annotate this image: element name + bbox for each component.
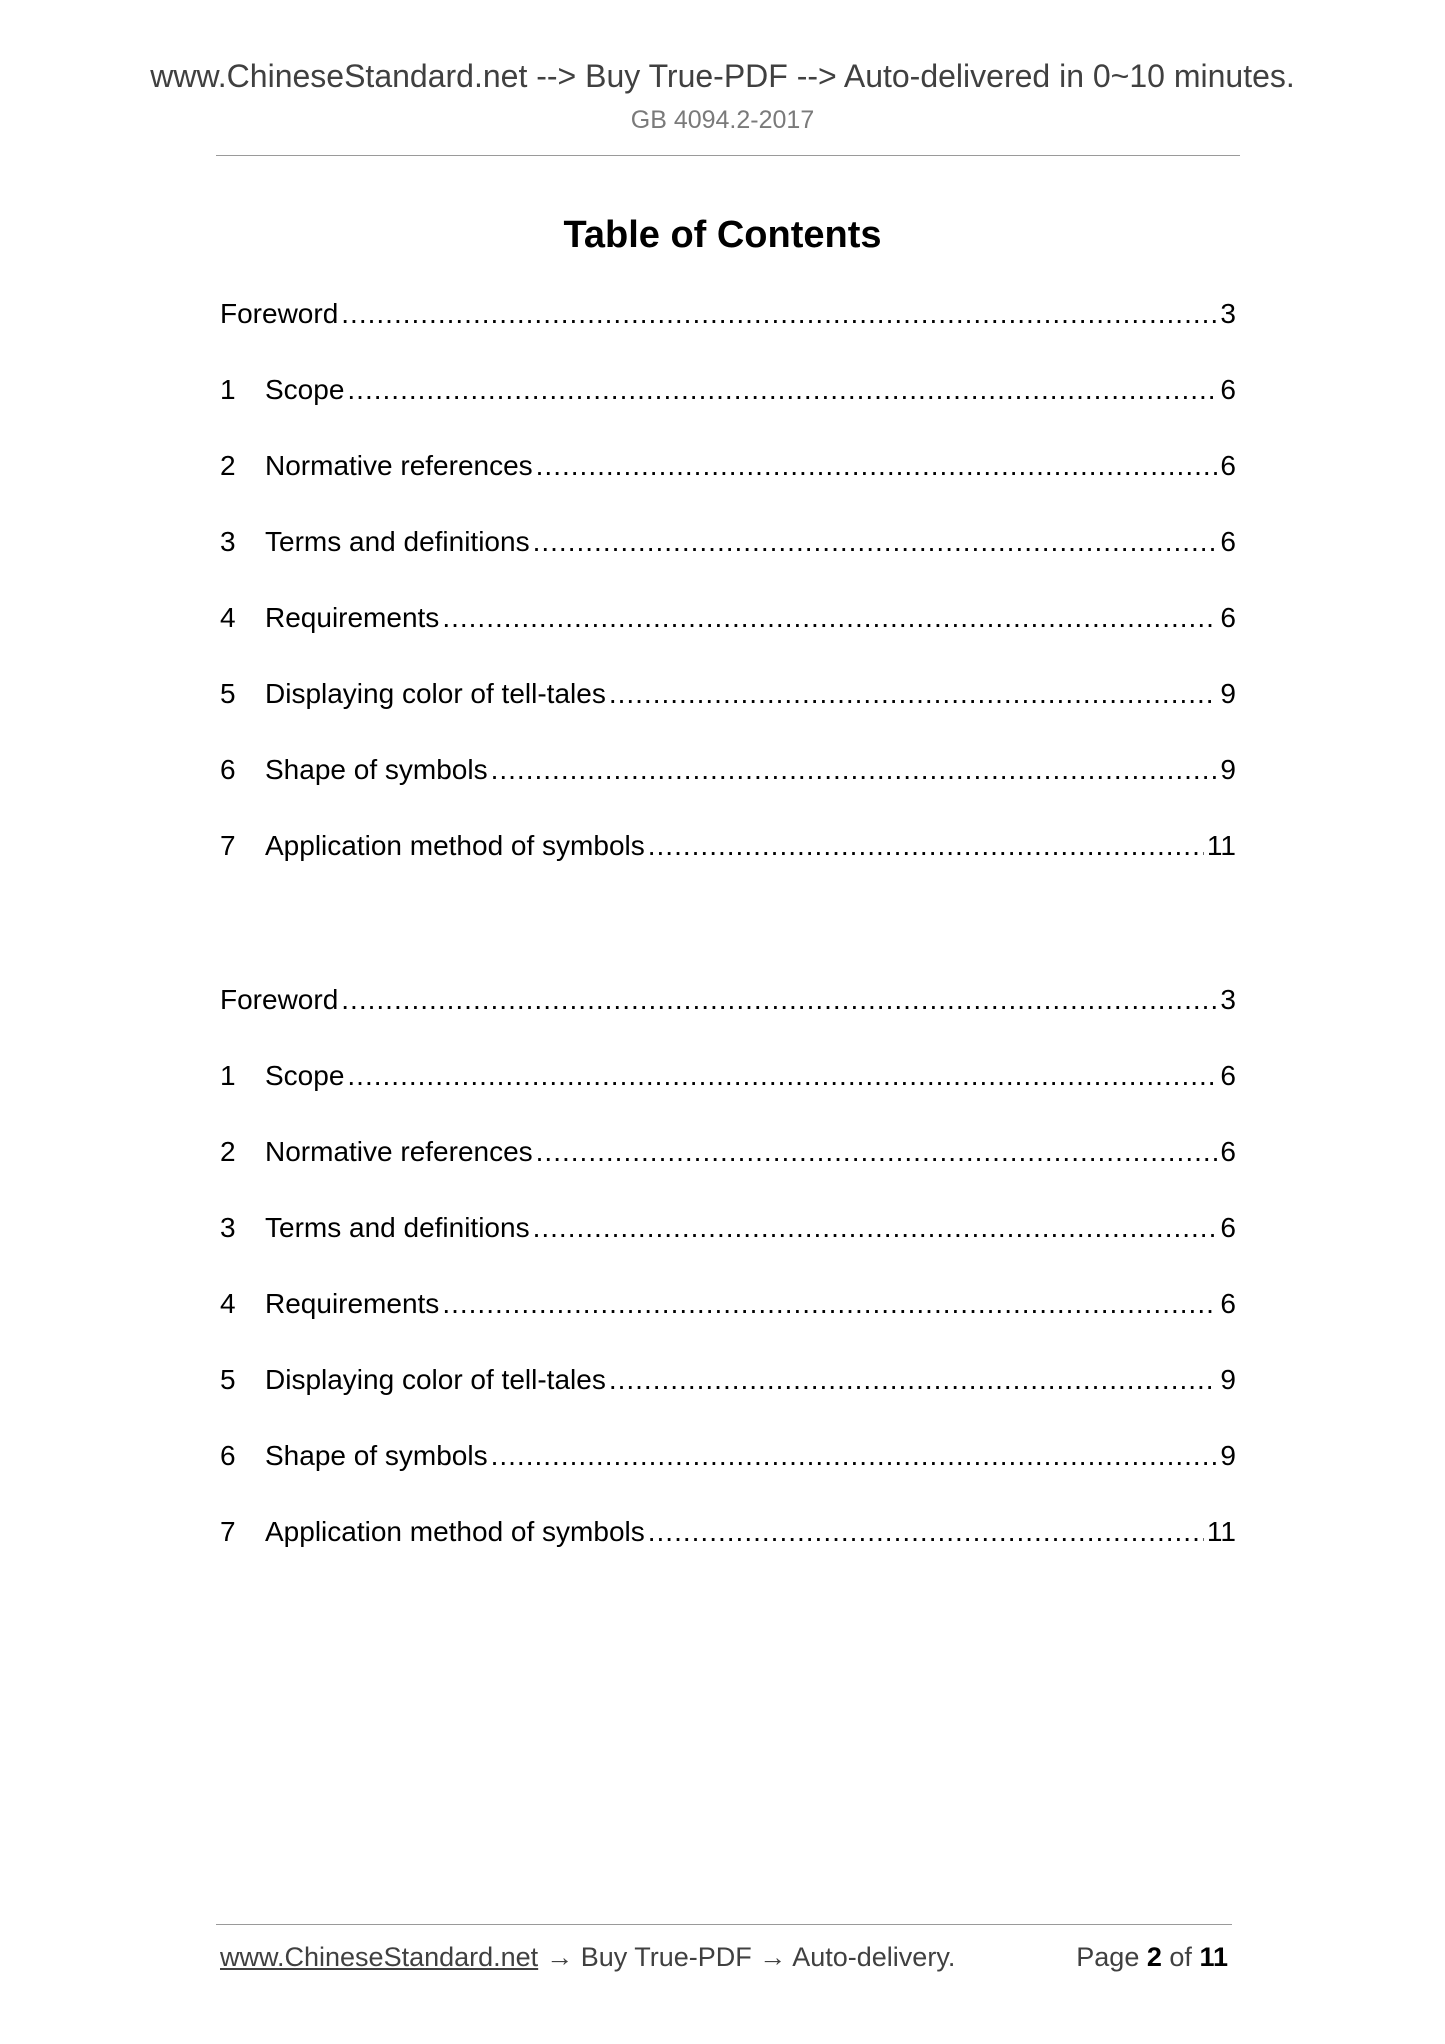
toc-entry-number: 5 bbox=[220, 1364, 236, 1395]
toc-entry-page: 9 bbox=[1220, 1364, 1236, 1395]
toc-entry-label: Normative references bbox=[265, 1136, 533, 1167]
toc-entry-page: 6 bbox=[1220, 1136, 1236, 1167]
page-total: 11 bbox=[1199, 1942, 1228, 1972]
toc-entry-number: 3 bbox=[220, 526, 236, 557]
toc-leader-dots bbox=[536, 448, 1218, 484]
toc-entry-label: Scope bbox=[265, 374, 345, 405]
toc-entry-number: 2 bbox=[220, 450, 236, 481]
toc-entry-label: Terms and definitions bbox=[265, 1212, 530, 1243]
toc-leader-dots bbox=[609, 1362, 1218, 1398]
toc-leader-dots bbox=[341, 296, 1217, 332]
toc-entry-page: 9 bbox=[1220, 754, 1236, 785]
page-of: of bbox=[1169, 1942, 1192, 1972]
standard-number: GB 4094.2-2017 bbox=[630, 106, 815, 134]
toc-entry-label: Foreword bbox=[220, 298, 339, 329]
footer-website-link[interactable]: www.ChineseStandard.net bbox=[220, 1942, 539, 1972]
toc-entry-label: Application method of symbols bbox=[265, 830, 645, 861]
page-prefix: Page bbox=[1076, 1942, 1140, 1972]
toc-entry-shape-of-symbols[interactable] bbox=[220, 1438, 1236, 1474]
toc-entry-number: 1 bbox=[220, 1060, 236, 1091]
toc-leader-dots bbox=[347, 372, 1217, 408]
toc-entry-page: 11 bbox=[1206, 830, 1236, 861]
toc-entry-terms-and-definitions[interactable] bbox=[220, 524, 1236, 560]
toc-leader-dots bbox=[648, 828, 1204, 864]
toc-entry-page: 3 bbox=[1220, 298, 1236, 329]
toc-title: Table of Contents bbox=[563, 214, 882, 256]
toc-entry-scope[interactable] bbox=[220, 372, 1236, 408]
toc-leader-dots bbox=[648, 1514, 1204, 1550]
toc-entry-requirements[interactable] bbox=[220, 1286, 1236, 1322]
header-banner: www.ChineseStandard.net --> Buy True-PDF --> Auto-delivered in 0~10 minutes. bbox=[150, 58, 1295, 94]
toc-entry-page: 9 bbox=[1220, 1440, 1236, 1471]
toc-leader-dots bbox=[533, 1210, 1218, 1246]
toc-entry-number: 4 bbox=[220, 1288, 236, 1319]
toc-entry-number: 6 bbox=[220, 754, 236, 785]
toc-entry-number: 6 bbox=[220, 1440, 236, 1471]
toc-entry-number: 7 bbox=[220, 830, 236, 861]
toc-entry-foreword[interactable] bbox=[220, 982, 1236, 1018]
toc-entry-label: Application method of symbols bbox=[265, 1516, 645, 1547]
toc-entry-number: 2 bbox=[220, 1136, 236, 1167]
toc-entry-page: 6 bbox=[1220, 602, 1236, 633]
toc-entry-page: 6 bbox=[1220, 374, 1236, 405]
toc-leader-dots bbox=[491, 1438, 1218, 1474]
toc-entry-scope[interactable] bbox=[220, 1058, 1236, 1094]
toc-entry-label: Scope bbox=[265, 1060, 345, 1091]
toc-entry-number: 7 bbox=[220, 1516, 236, 1547]
toc-leader-dots bbox=[536, 1134, 1218, 1170]
page-indicator bbox=[1076, 1942, 1228, 1973]
toc-entry-label: Shape of symbols bbox=[265, 754, 488, 785]
toc-entry-application-method[interactable] bbox=[220, 1514, 1236, 1550]
toc-entry-normative-references[interactable] bbox=[220, 1134, 1236, 1170]
toc-entry-requirements[interactable] bbox=[220, 600, 1236, 636]
toc-entry-label: Shape of symbols bbox=[265, 1440, 488, 1471]
toc-leader-dots bbox=[341, 982, 1217, 1018]
page-footer bbox=[220, 1942, 1228, 1978]
toc-entry-number: 3 bbox=[220, 1212, 236, 1243]
toc-entry-foreword[interactable] bbox=[220, 296, 1236, 332]
toc-entry-page: 6 bbox=[1220, 526, 1236, 557]
toc-leader-dots bbox=[347, 1058, 1217, 1094]
toc-entry-label: Displaying color of tell-tales bbox=[265, 678, 606, 709]
toc-entry-label: Foreword bbox=[220, 984, 339, 1015]
toc-entry-label: Requirements bbox=[265, 1288, 440, 1319]
toc-entry-page: 6 bbox=[1220, 1288, 1236, 1319]
toc-entry-page: 11 bbox=[1206, 1516, 1236, 1547]
toc-leader-dots bbox=[609, 676, 1218, 712]
toc-entry-displaying-color[interactable] bbox=[220, 1362, 1236, 1398]
toc-entry-label: Displaying color of tell-tales bbox=[265, 1364, 606, 1395]
toc-entry-number: 1 bbox=[220, 374, 236, 405]
toc-leader-dots bbox=[442, 600, 1217, 636]
toc-entry-page: 3 bbox=[1220, 984, 1236, 1015]
toc-entry-label: Normative references bbox=[265, 450, 533, 481]
toc-entry-terms-and-definitions[interactable] bbox=[220, 1210, 1236, 1246]
toc-leader-dots bbox=[533, 524, 1218, 560]
toc-entry-page: 6 bbox=[1220, 450, 1236, 481]
toc-entry-page: 6 bbox=[1220, 1212, 1236, 1243]
toc-entry-label: Terms and definitions bbox=[265, 526, 530, 557]
toc-leader-dots bbox=[491, 752, 1218, 788]
toc-entry-page: 6 bbox=[1220, 1060, 1236, 1091]
footer-tagline: → Buy True-PDF → Auto-delivery. bbox=[546, 1942, 956, 1972]
toc-entry-displaying-color[interactable] bbox=[220, 676, 1236, 712]
toc-entry-number: 4 bbox=[220, 602, 236, 633]
toc-leader-dots bbox=[442, 1286, 1217, 1322]
header-divider bbox=[216, 155, 1240, 156]
toc-entry-shape-of-symbols[interactable] bbox=[220, 752, 1236, 788]
toc-entry-label: Requirements bbox=[265, 602, 440, 633]
page-current: 2 bbox=[1146, 1942, 1162, 1972]
toc-entry-page: 9 bbox=[1220, 678, 1236, 709]
footer-divider bbox=[216, 1924, 1232, 1925]
toc-entry-number: 5 bbox=[220, 678, 236, 709]
toc-entry-normative-references[interactable] bbox=[220, 448, 1236, 484]
toc-entry-application-method[interactable] bbox=[220, 828, 1236, 864]
